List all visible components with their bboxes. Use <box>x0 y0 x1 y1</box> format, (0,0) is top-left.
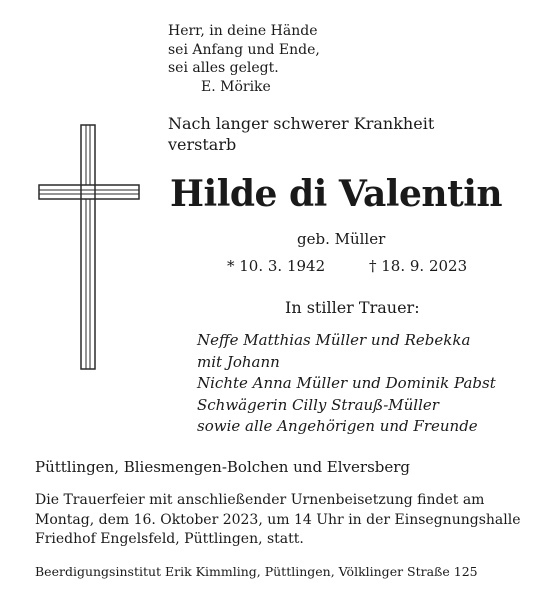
mourner-line: Schwägerin Cilly Strauß-Müller <box>197 395 439 414</box>
death-date: † 18. 9. 2023 <box>369 257 468 275</box>
service-line: Friedhof Engelsfeld, Püttlingen, statt. <box>35 531 304 547</box>
mourning-heading: In stiller Trauer: <box>285 298 420 317</box>
cross-icon <box>38 124 140 370</box>
poem-line: sei Anfang und Ende, <box>168 41 320 58</box>
mourner-line: sowie alle Angehörigen und Freunde <box>197 417 478 435</box>
mourner-line: mit Johann <box>197 352 280 371</box>
intro-line: verstarb <box>168 135 237 154</box>
poem-line: Herr, in deine Hände <box>168 23 318 39</box>
birth-date: * 10. 3. 1942 <box>227 257 326 275</box>
maiden-name: geb. Müller <box>297 230 386 248</box>
deceased-name: Hilde di Valentin <box>170 173 503 215</box>
undertaker-line: Beerdigungsinstitut Erik Kimmling, Püttlingen, Völklinger Straße 125 <box>35 564 478 579</box>
poem-line: sei alles gelegt. <box>168 60 279 76</box>
service-line: Die Trauerfeier mit anschließender Urnenbeisetzung findet am <box>35 492 485 508</box>
service-line: Montag, dem 16. Oktober 2023, um 14 Uhr in der Einsegnungshalle <box>35 511 521 528</box>
poem <box>168 22 320 96</box>
intro-text <box>168 113 434 155</box>
mourner-line: Nichte Anna Müller und Dominik Pabst <box>197 374 496 392</box>
poem-author: E. Mörike <box>201 78 271 95</box>
service-info <box>35 491 520 550</box>
intro-line: Nach langer schwerer Krankheit <box>168 114 435 133</box>
mourners-list <box>197 330 496 438</box>
mourner-line: Neffe Matthias Müller und Rebekka <box>197 331 471 349</box>
places-line: Püttlingen, Bliesmengen-Bolchen und Elversberg <box>35 458 411 476</box>
